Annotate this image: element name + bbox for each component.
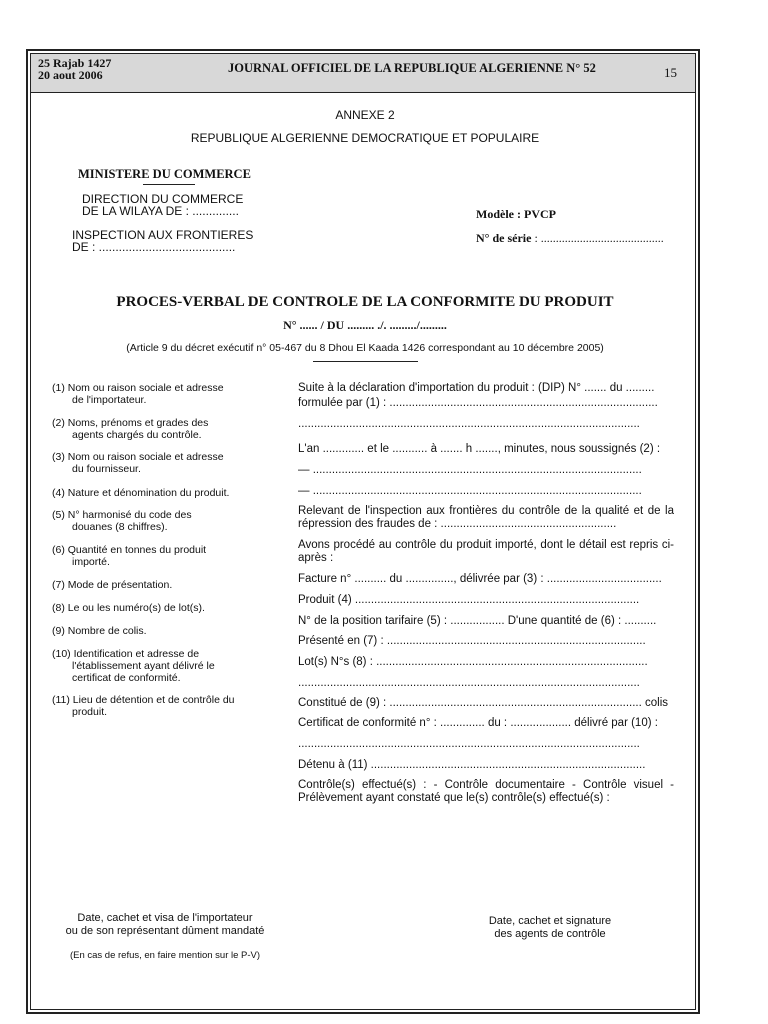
article-reference: (Article 9 du décret exécutif n° 05-467 du 8 Dhou El Kaada 1426 correspondant au 10 décembre 2005) [126,342,604,354]
inspection-line-2: DE : ......................................... [72,240,236,254]
note-6 [52,544,250,568]
field-dots-2: ........................................................................................................... [298,677,640,689]
ministry-name: MINISTERE DU COMMERCE [78,167,251,181]
note-text-cont: certificat de conformité. [72,672,181,684]
page-number: 15 [664,65,677,80]
field-controles-effectues: Contrôle(s) effectué(s) : - Contrôle documentaire - Contrôle visuel - Prélèvement ayant constaté que le(s) contrôle(s) effectué(s) : [298,779,674,804]
serie-field [476,231,664,246]
note-text-cont: importé. [72,556,110,568]
field-agent-1: — ....................................................................................................... [298,464,642,476]
note-text: (3) Nom ou raison sociale et adresse [52,451,224,463]
republic-name: REPUBLIQUE ALGERIENNE DEMOCRATIQUE ET POPULAIRE [190,131,540,145]
importer-signature-block [40,912,290,938]
field-facture: Facture n° .......... du ..............., délivrée par (3) : .................................... [298,573,662,585]
field-dots-3: ........................................................................................................... [298,738,640,750]
field-constitue-de: Constitué de (9) : ............................................................................... colis [298,697,669,709]
document-number: N° ...... / DU ......... ./. ........./......... [283,318,447,332]
refusal-note: (En cas de refus, en faire mention sur le P-V) [69,950,261,961]
inspection-line-1: INSPECTION AUX FRONTIERES [72,228,254,242]
note-9 [52,625,250,637]
note-text: (9) Nombre de colis. [52,625,147,637]
direction-line-2: DE LA WILAYA DE : .............. [82,204,239,218]
title-divider [313,361,418,362]
journal-title: JOURNAL OFFICIEL DE LA REPUBLIQUE ALGERIENNE N° 52 [228,61,596,75]
note-text: (1) Nom ou raison sociale et adresse [52,382,224,394]
field-produit: Produit (4) ......................................................................................... [298,594,640,606]
note-text-cont: l'établissement ayant délivré le [72,660,215,672]
agents-signature-line-2: des agents de contrôle [494,928,606,940]
importer-signature-line-1: Date, cachet et visa de l'importateur [77,912,253,924]
field-inspection: Relevant de l'inspection aux frontières du contrôle de la qualité et de la répression des fraudes de : ....................................................... [298,505,674,530]
note-text-cont: douanes (8 chiffres). [72,521,168,533]
field-position-tarifaire: N° de la position tarifaire (5) : ................. D'une quantité de (6) : .......... [298,615,657,627]
ministry-underline [143,184,195,185]
agents-signature-line-1: Date, cachet et signature [488,915,612,927]
note-7 [52,579,250,591]
agents-signature-block [450,915,650,941]
field-date-time: L'an ............. et le ........... à ....... h ......., minutes, nous soussignés (2) : [298,443,661,455]
direction-line-1: DIRECTION DU COMMERCE [82,192,244,206]
note-8 [52,602,250,614]
note-text-cont: produit. [72,706,108,718]
importer-signature-line-2: ou de son représentant dûment mandaté [65,925,265,937]
note-text: (8) Le ou les numéro(s) de lot(s). [52,602,205,614]
header-date [38,57,111,81]
field-detenu-a: Détenu à (11) ...................................................................................... [298,759,646,771]
note-text: (7) Mode de présentation. [52,579,173,591]
note-text: (10) Identification et adresse de [52,648,200,660]
note-2 [52,417,250,441]
note-10 [52,648,250,684]
field-presente-en: Présenté en (7) : ................................................................................. [298,635,646,647]
note-text-cont: agents chargés du contrôle. [72,429,202,441]
note-text-cont: du fournisseur. [72,463,141,475]
note-text: (2) Noms, prénoms et grades des [52,417,209,429]
note-5 [52,509,250,533]
note-text-cont: de l'importateur. [72,394,147,406]
note-4 [52,487,250,499]
field-certificat: Certificat de conformité n° : .............. du : ................... délivré par (10) : [298,717,658,729]
modele-label: Modèle : PVCP [476,207,556,221]
header-date-hijri: 25 Rajab 1427 [38,56,112,70]
note-3 [52,451,250,475]
note-11 [52,694,250,718]
note-text: (11) Lieu de détention et de contrôle du [52,694,235,706]
field-dip: Suite à la déclaration d'importation du produit : (DIP) N° ....... du ......... [298,382,655,394]
field-lots: Lot(s) N°s (8) : ..................................................................................... [298,656,648,668]
serie-dots: : ......................................... [531,231,664,245]
annexe-label: ANNEXE 2 [335,108,395,122]
inspection-block [72,229,253,253]
field-agent-2: — ....................................................................................................... [298,485,642,497]
field-controle-intro: Avons procédé au contrôle du produit importé, dont le détail est repris ci-après : [298,539,674,564]
direction-block [82,193,243,217]
header-date-gregorian: 20 aout 2006 [38,68,103,82]
field-formulee-par: formulée par (1) : .................................................................................... [298,397,658,409]
note-text: (4) Nature et dénomination du produit. [52,487,230,499]
note-1 [52,382,250,406]
note-text: (5) N° harmonisé du code des [52,509,192,521]
field-dots-1: ........................................................................................................... [298,418,640,430]
document-title: PROCES-VERBAL DE CONTROLE DE LA CONFORMITE DU PRODUIT [116,294,614,310]
serie-label: N° de série [476,231,532,245]
note-text: (6) Quantité en tonnes du produit [52,544,207,556]
